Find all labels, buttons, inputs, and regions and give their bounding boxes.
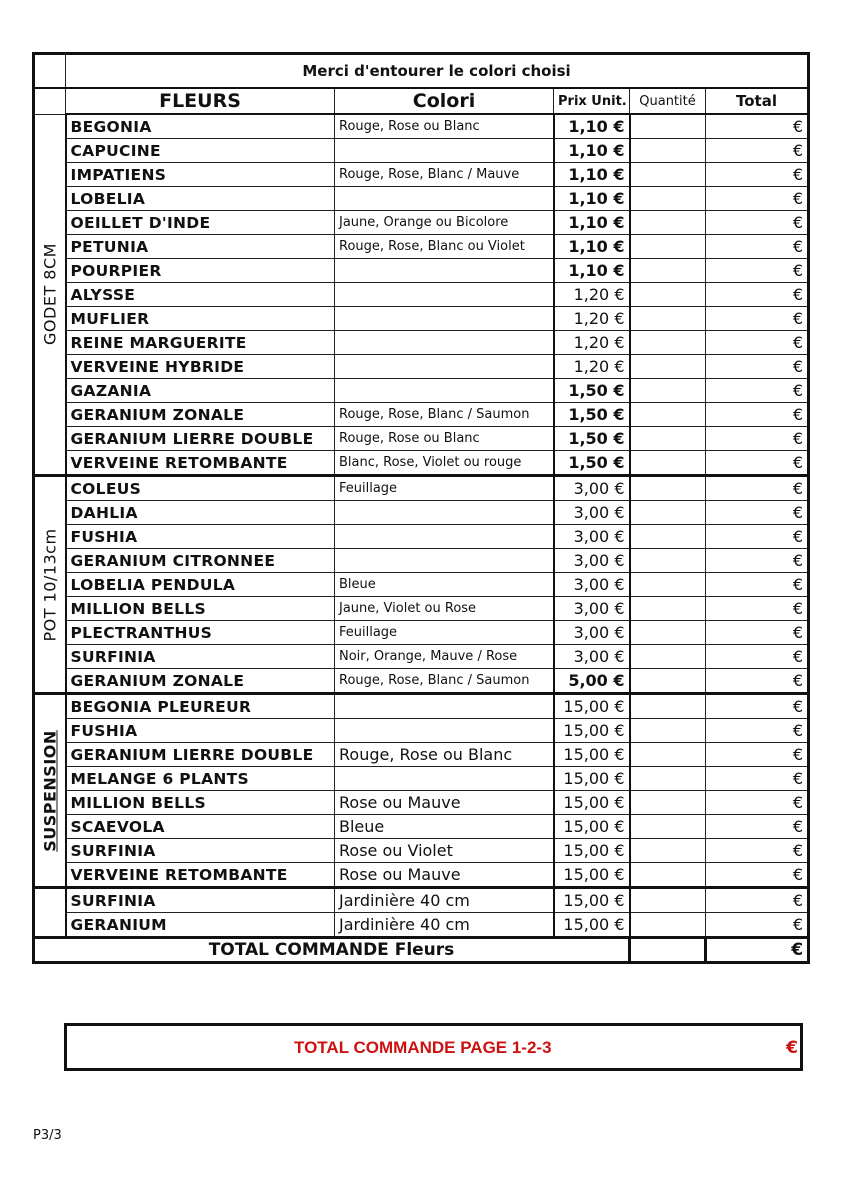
table-row: [34, 235, 809, 259]
table-row: [34, 163, 809, 187]
order-total-row: [34, 938, 809, 963]
unit-price: 1,10 €: [554, 211, 630, 235]
flower-name: MUFLIER: [66, 307, 335, 331]
flower-name: COLEUS: [66, 476, 335, 501]
flower-name: MILLION BELLS: [66, 597, 335, 621]
table-row: [34, 283, 809, 307]
flower-name: VERVEINE RETOMBANTE: [66, 451, 335, 476]
quantity-input[interactable]: [630, 913, 706, 938]
quantity-input[interactable]: [630, 863, 706, 888]
quantity-input[interactable]: [630, 235, 706, 259]
quantity-input[interactable]: [630, 355, 706, 379]
colori-cell[interactable]: [335, 187, 554, 211]
line-total: €: [706, 573, 809, 597]
table-row: [34, 139, 809, 163]
page-number: P3/3: [33, 1128, 62, 1143]
line-total: €: [706, 379, 809, 403]
flower-name: GERANIUM LIERRE DOUBLE: [66, 743, 335, 767]
header-fleurs: FLEURS: [66, 88, 335, 114]
line-total: €: [706, 235, 809, 259]
flower-name: POURPIER: [66, 259, 335, 283]
unit-price: 15,00 €: [554, 743, 630, 767]
table-row: [34, 331, 809, 355]
colori-cell[interactable]: Rose ou Violet: [335, 839, 554, 863]
table-row: [34, 791, 809, 815]
table-row: [34, 501, 809, 525]
unit-price: 1,10 €: [554, 163, 630, 187]
quantity-input[interactable]: [630, 525, 706, 549]
colori-cell[interactable]: [335, 719, 554, 743]
flower-name: MILLION BELLS: [66, 791, 335, 815]
line-total: €: [706, 719, 809, 743]
flower-name: FUSHIA: [66, 525, 335, 549]
line-total: €: [706, 476, 809, 501]
flower-name: GERANIUM LIERRE DOUBLE: [66, 427, 335, 451]
quantity-input[interactable]: [630, 476, 706, 501]
colori-cell[interactable]: Rouge, Rose, Blanc / Mauve: [335, 163, 554, 187]
order-total-quantity[interactable]: [630, 938, 706, 963]
section-label: GODET 8CM: [40, 243, 60, 346]
table-row: [34, 525, 809, 549]
section-label-cell: [34, 694, 66, 888]
unit-price: 1,10 €: [554, 259, 630, 283]
line-total: €: [706, 597, 809, 621]
flower-name: LOBELIA: [66, 187, 335, 211]
line-total: €: [706, 549, 809, 573]
table-row: [34, 815, 809, 839]
quantity-input[interactable]: [630, 331, 706, 355]
table-row: [34, 259, 809, 283]
unit-price: 3,00 €: [554, 549, 630, 573]
unit-price: 3,00 €: [554, 597, 630, 621]
unit-price: 1,10 €: [554, 187, 630, 211]
flower-name: REINE MARGUERITE: [66, 331, 335, 355]
flower-name: SURFINIA: [66, 839, 335, 863]
unit-price: 15,00 €: [554, 815, 630, 839]
flower-name: LOBELIA PENDULA: [66, 573, 335, 597]
quantity-input[interactable]: [630, 307, 706, 331]
quantity-input[interactable]: [630, 114, 706, 139]
flower-name: SURFINIA: [66, 645, 335, 669]
line-total: €: [706, 451, 809, 476]
unit-price: 1,20 €: [554, 307, 630, 331]
quantity-input[interactable]: [630, 163, 706, 187]
grand-total-box: [64, 1023, 803, 1071]
colori-cell[interactable]: Rouge, Rose ou Blanc: [335, 114, 554, 139]
unit-price: 15,00 €: [554, 767, 630, 791]
unit-price: 1,50 €: [554, 451, 630, 476]
unit-price: 1,50 €: [554, 403, 630, 427]
table-row: [34, 573, 809, 597]
table-row: [34, 645, 809, 669]
grand-total-value[interactable]: €: [786, 1038, 798, 1058]
colori-cell[interactable]: [335, 549, 554, 573]
flower-name: SCAEVOLA: [66, 815, 335, 839]
quantity-input[interactable]: [630, 451, 706, 476]
flower-name: VERVEINE RETOMBANTE: [66, 863, 335, 888]
unit-price: 1,20 €: [554, 355, 630, 379]
unit-price: 15,00 €: [554, 913, 630, 938]
flower-name: MELANGE 6 PLANTS: [66, 767, 335, 791]
order-total-value[interactable]: €: [706, 938, 809, 963]
colori-cell[interactable]: Rouge, Rose, Blanc ou Violet: [335, 235, 554, 259]
colori-cell[interactable]: [335, 283, 554, 307]
table-row: [34, 379, 809, 403]
quantity-input[interactable]: [630, 501, 706, 525]
quantity-input[interactable]: [630, 573, 706, 597]
table-row: [34, 187, 809, 211]
quantity-input[interactable]: [630, 621, 706, 645]
line-total: €: [706, 114, 809, 139]
line-total: €: [706, 621, 809, 645]
line-total: €: [706, 913, 809, 938]
table-row: [34, 307, 809, 331]
line-total: €: [706, 163, 809, 187]
quantity-input[interactable]: [630, 645, 706, 669]
section-label-cell: [34, 114, 66, 476]
table-row: [34, 451, 809, 476]
quantity-input[interactable]: [630, 888, 706, 913]
flower-name: BEGONIA: [66, 114, 335, 139]
quantity-input[interactable]: [630, 139, 706, 163]
colori-cell[interactable]: Rose ou Mauve: [335, 863, 554, 888]
flower-name: IMPATIENS: [66, 163, 335, 187]
unit-price: 5,00 €: [554, 669, 630, 694]
unit-price: 3,00 €: [554, 501, 630, 525]
colori-cell[interactable]: Feuillage: [335, 476, 554, 501]
flower-name: DAHLIA: [66, 501, 335, 525]
line-total: €: [706, 259, 809, 283]
table-row: [34, 743, 809, 767]
colori-cell[interactable]: [335, 307, 554, 331]
table-row: [34, 403, 809, 427]
flower-name: ALYSSE: [66, 283, 335, 307]
line-total: €: [706, 767, 809, 791]
quantity-input[interactable]: [630, 839, 706, 863]
header-row: [34, 88, 809, 114]
line-total: €: [706, 211, 809, 235]
colori-cell[interactable]: Jardinière 40 cm: [335, 888, 554, 913]
flower-name: VERVEINE HYBRIDE: [66, 355, 335, 379]
line-total: €: [706, 645, 809, 669]
header-prix: Prix Unit.: [554, 88, 630, 114]
colori-cell[interactable]: [335, 355, 554, 379]
unit-price: 1,10 €: [554, 235, 630, 259]
colori-cell[interactable]: Blanc, Rose, Violet ou rouge: [335, 451, 554, 476]
line-total: €: [706, 187, 809, 211]
quantity-input[interactable]: [630, 597, 706, 621]
colori-cell[interactable]: Rose ou Mauve: [335, 791, 554, 815]
quantity-input[interactable]: [630, 283, 706, 307]
section-label: POT 10/13cm: [40, 527, 60, 642]
colori-cell[interactable]: Jardinière 40 cm: [335, 913, 554, 938]
unit-price: 1,20 €: [554, 283, 630, 307]
corner-cell: [34, 54, 66, 89]
table-row: [34, 719, 809, 743]
unit-price: 3,00 €: [554, 645, 630, 669]
table-row: [34, 913, 809, 938]
unit-price: 3,00 €: [554, 525, 630, 549]
colori-cell[interactable]: Bleue: [335, 573, 554, 597]
flower-name: PLECTRANTHUS: [66, 621, 335, 645]
unit-price: 1,10 €: [554, 139, 630, 163]
flower-name: GERANIUM: [66, 913, 335, 938]
unit-price: 1,50 €: [554, 379, 630, 403]
unit-price: 15,00 €: [554, 791, 630, 815]
line-total: €: [706, 791, 809, 815]
quantity-input[interactable]: [630, 403, 706, 427]
table-row: [34, 888, 809, 913]
line-total: €: [706, 501, 809, 525]
table-row: [34, 597, 809, 621]
line-total: €: [706, 743, 809, 767]
table-row: [34, 767, 809, 791]
table-row: [34, 549, 809, 573]
header-quantite: Quantité: [630, 88, 706, 114]
quantity-input[interactable]: [630, 211, 706, 235]
colori-cell[interactable]: [335, 331, 554, 355]
flower-name: CAPUCINE: [66, 139, 335, 163]
quantity-input[interactable]: [630, 743, 706, 767]
flower-name: GERANIUM ZONALE: [66, 403, 335, 427]
line-total: €: [706, 863, 809, 888]
order-form-table: [32, 52, 810, 964]
table-row: [34, 863, 809, 888]
table-row: [34, 621, 809, 645]
flower-name: BEGONIA PLEUREUR: [66, 694, 335, 719]
unit-price: 3,00 €: [554, 621, 630, 645]
unit-price: 15,00 €: [554, 839, 630, 863]
section-label-cell: [34, 888, 66, 938]
colori-cell[interactable]: Noir, Orange, Mauve / Rose: [335, 645, 554, 669]
corner-cell-2: [34, 88, 66, 114]
line-total: €: [706, 694, 809, 719]
quantity-input[interactable]: [630, 719, 706, 743]
unit-price: 15,00 €: [554, 863, 630, 888]
quantity-input[interactable]: [630, 259, 706, 283]
colori-cell[interactable]: Jaune, Orange ou Bicolore: [335, 211, 554, 235]
flower-name: OEILLET D'INDE: [66, 211, 335, 235]
table-row: [34, 669, 809, 694]
colori-cell[interactable]: Rouge, Rose ou Blanc: [335, 427, 554, 451]
flower-name: PETUNIA: [66, 235, 335, 259]
table-row: [34, 211, 809, 235]
line-total: €: [706, 283, 809, 307]
quantity-input[interactable]: [630, 791, 706, 815]
order-total-label: TOTAL COMMANDE Fleurs: [34, 938, 630, 963]
colori-cell[interactable]: [335, 259, 554, 283]
unit-price: 1,50 €: [554, 427, 630, 451]
instruction-row: [34, 54, 809, 89]
unit-price: 15,00 €: [554, 719, 630, 743]
colori-cell[interactable]: Rouge, Rose, Blanc / Saumon: [335, 403, 554, 427]
colori-cell[interactable]: Rouge, Rose ou Blanc: [335, 743, 554, 767]
line-total: €: [706, 839, 809, 863]
quantity-input[interactable]: [630, 669, 706, 694]
table-row: [34, 114, 809, 139]
colori-cell[interactable]: Jaune, Violet ou Rose: [335, 597, 554, 621]
unit-price: 15,00 €: [554, 694, 630, 719]
quantity-input[interactable]: [630, 549, 706, 573]
line-total: €: [706, 139, 809, 163]
quantity-input[interactable]: [630, 694, 706, 719]
quantity-input[interactable]: [630, 427, 706, 451]
quantity-input[interactable]: [630, 379, 706, 403]
colori-cell[interactable]: [335, 139, 554, 163]
colori-cell[interactable]: Bleue: [335, 815, 554, 839]
line-total: €: [706, 669, 809, 694]
quantity-input[interactable]: [630, 767, 706, 791]
colori-cell[interactable]: [335, 501, 554, 525]
flower-name: FUSHIA: [66, 719, 335, 743]
line-total: €: [706, 888, 809, 913]
header-colori: Colori: [335, 88, 554, 114]
flower-name: GERANIUM CITRONNEE: [66, 549, 335, 573]
quantity-input[interactable]: [630, 187, 706, 211]
unit-price: 15,00 €: [554, 888, 630, 913]
line-total: €: [706, 403, 809, 427]
instruction-text: Merci d'entourer le colori choisi: [66, 54, 809, 89]
flower-name: GERANIUM ZONALE: [66, 669, 335, 694]
table-row: [34, 694, 809, 719]
colori-cell[interactable]: Feuillage: [335, 621, 554, 645]
unit-price: 1,20 €: [554, 331, 630, 355]
line-total: €: [706, 815, 809, 839]
line-total: €: [706, 307, 809, 331]
line-total: €: [706, 427, 809, 451]
flower-name: GAZANIA: [66, 379, 335, 403]
unit-price: 3,00 €: [554, 573, 630, 597]
table-row: [34, 476, 809, 501]
colori-cell[interactable]: [335, 525, 554, 549]
table-row: [34, 355, 809, 379]
header-total: Total: [706, 88, 809, 114]
colori-cell[interactable]: [335, 694, 554, 719]
colori-cell[interactable]: [335, 379, 554, 403]
colori-cell[interactable]: [335, 767, 554, 791]
line-total: €: [706, 355, 809, 379]
colori-cell[interactable]: Rouge, Rose, Blanc / Saumon: [335, 669, 554, 694]
line-total: €: [706, 331, 809, 355]
line-total: €: [706, 525, 809, 549]
table-row: [34, 839, 809, 863]
quantity-input[interactable]: [630, 815, 706, 839]
table-row: [34, 427, 809, 451]
flower-name: SURFINIA: [66, 888, 335, 913]
unit-price: 1,10 €: [554, 114, 630, 139]
unit-price: 3,00 €: [554, 476, 630, 501]
grand-total-label: TOTAL COMMANDE PAGE 1-2-3: [294, 1038, 552, 1057]
section-label-cell: [34, 476, 66, 694]
section-label: SUSPENSION: [40, 729, 60, 852]
